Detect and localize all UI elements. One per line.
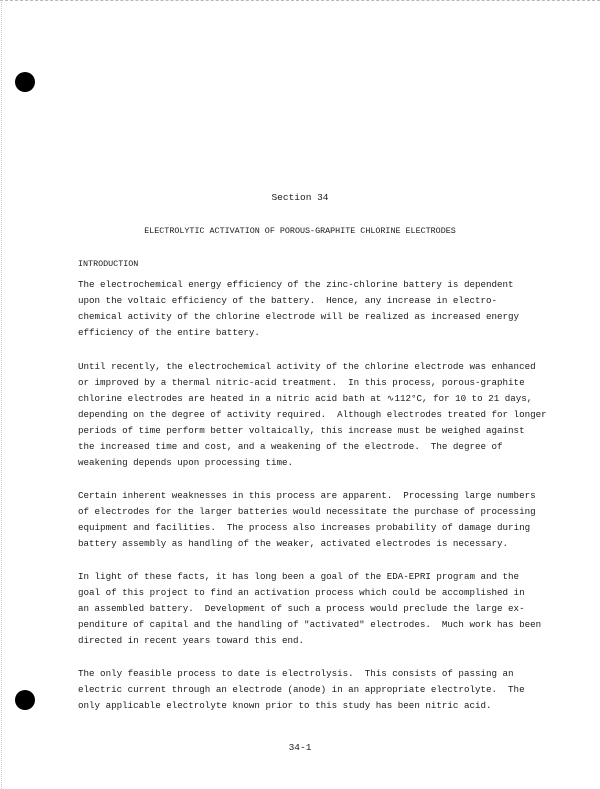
binder-hole-bottom [15,690,35,710]
page-left-edge [1,0,2,789]
introduction-heading: INTRODUCTION [78,259,139,269]
page-number: 34-1 [288,742,312,753]
page-top-edge [0,0,600,1]
paragraph-5: The only feasible process to date is electrolysis. This consists of passing an electric current through an electrode (anode) in an appropriate electrolyte. The only applicable electrolyte known prior to this study has been nitric acid. [78,668,525,711]
section-heading: Section 34 [271,192,329,203]
binder-hole-top [15,72,35,92]
paragraph-1: The electrochemical energy efficiency of the zinc-chlorine battery is dependent upon the voltaic efficiency of the battery. Hence, any increase in electro- chemical activity of the chlorine electrode will be realized as increased energy efficiency of the entire battery. [78,279,520,338]
paragraph-4: In light of these facts, it has long been a goal of the EDA-EPRI program and the goal of this project to find an activation process which could be accomplished in an assembled battery. Development of such a process would preclude the large ex- penditure of capital and the handling of "activated" electrodes. Much work has been directed in recent years toward this end. [78,571,542,646]
document-title: ELECTROLYTIC ACTIVATION OF POROUS-GRAPHITE CHLORINE ELECTRODES [144,226,456,236]
paragraph-2: Until recently, the electrochemical activity of the chlorine electrode was enhanced or improved by a thermal nitric-acid treatment. In this process, porous-graphite chlorine electrodes are heated in a nitric acid bath at ∿112°C, for 10 to 21 days, depending on the degree of activity required. Although electrodes treated for longer periods of time perform better voltaically, this increase must be weighed against the increased time and cost, and a weakening of the electrode. The degree of weakening depends upon processing time. [78,361,547,468]
paragraph-3: Certain inherent weaknesses in this process are apparent. Processing large numbers of electrodes for the larger batteries would necessitate the purchase of processing equipment and facilities. The process also increases probability of damage during battery assembly as handling of the weaker, activated electrodes is necessary. [78,490,536,549]
